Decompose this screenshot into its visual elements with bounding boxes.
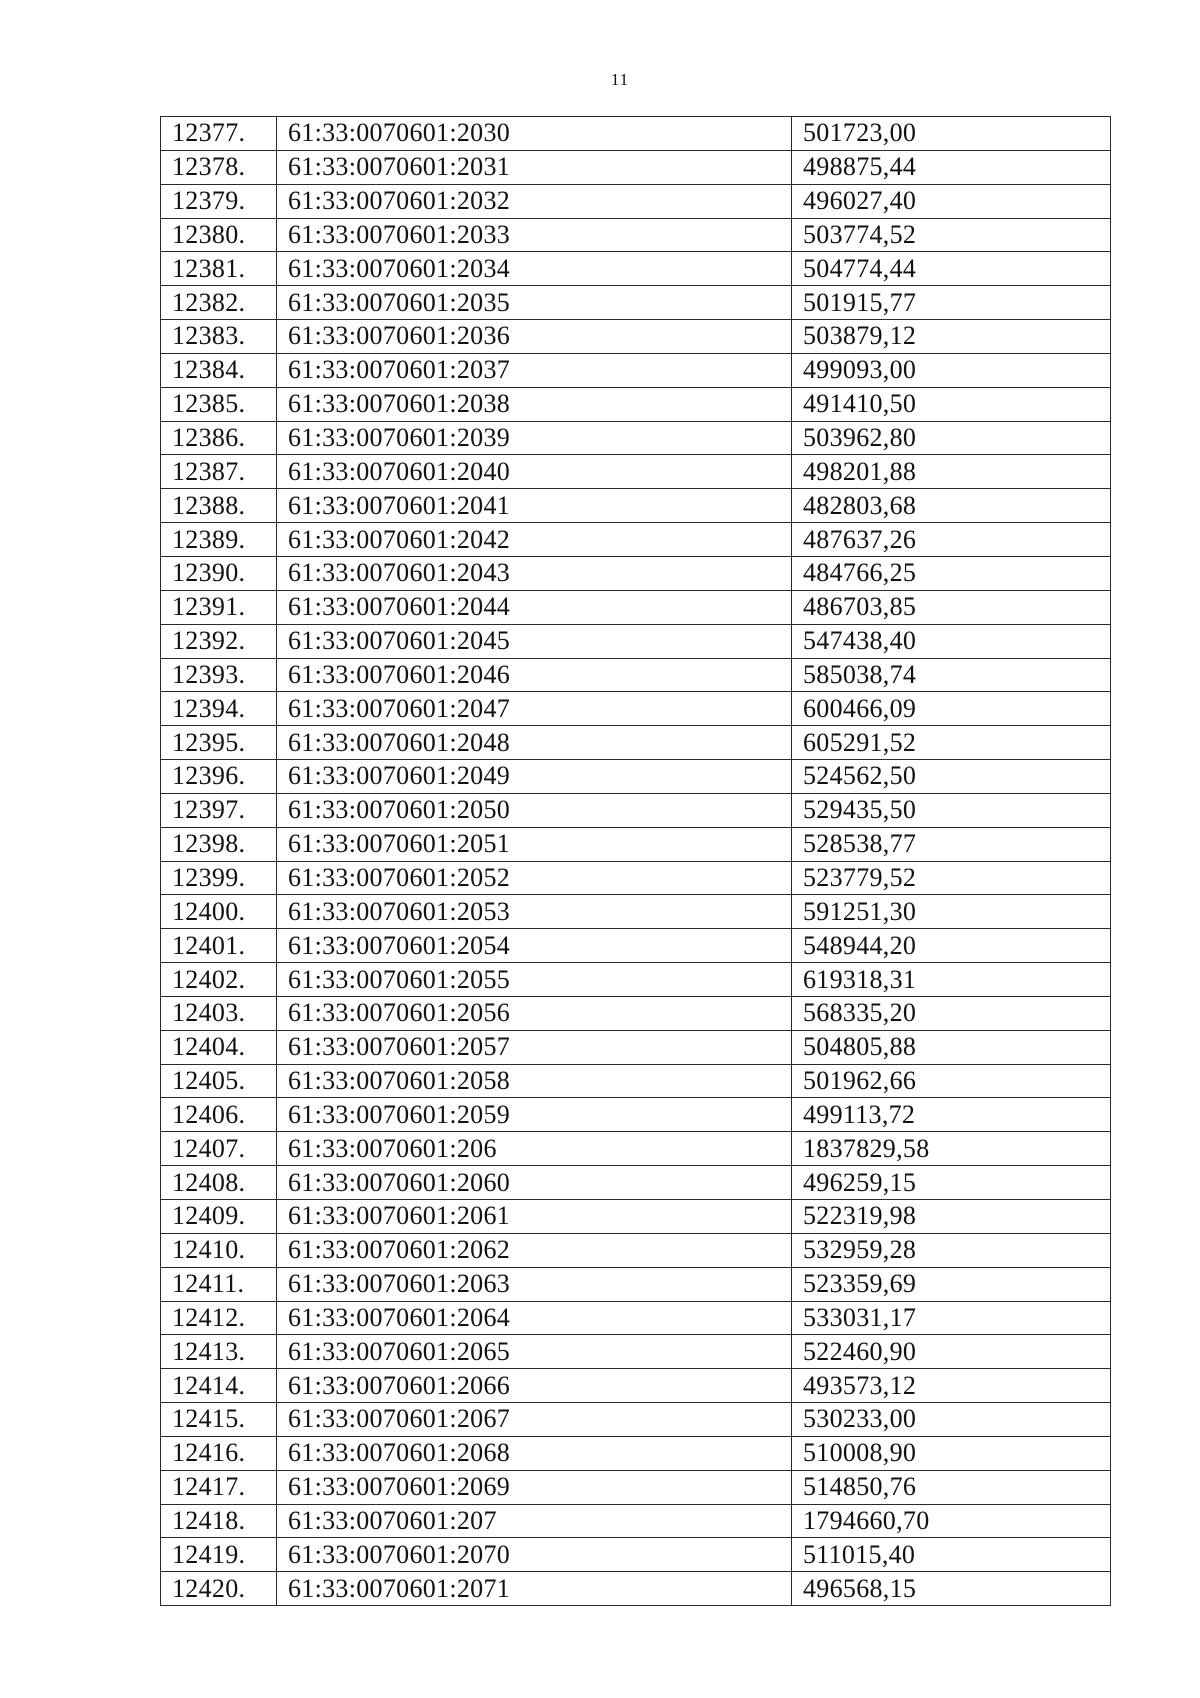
table-row: [161, 963, 1111, 997]
table-row: [161, 1403, 1111, 1437]
row-number-cell: 12381.: [161, 252, 277, 286]
cadastral-value-cell: 1837829,58: [792, 1132, 1111, 1166]
row-number-cell: 12400.: [161, 895, 277, 929]
row-number-cell: 12390.: [161, 556, 277, 590]
row-number-cell: 12414.: [161, 1369, 277, 1403]
cadastral-value-cell: 491410,50: [792, 387, 1111, 421]
table-row: [161, 1064, 1111, 1098]
cadastral-number-cell: 61:33:0070601:206: [277, 1132, 792, 1166]
cadastral-value-cell: 523359,69: [792, 1267, 1111, 1301]
row-number-cell: 12420.: [161, 1572, 277, 1606]
table-row: [161, 760, 1111, 794]
cadastral-number-cell: 61:33:0070601:2046: [277, 658, 792, 692]
table-row: [161, 726, 1111, 760]
row-number-cell: 12391.: [161, 590, 277, 624]
cadastral-number-cell: 61:33:0070601:2066: [277, 1369, 792, 1403]
cadastral-number-cell: 61:33:0070601:2039: [277, 421, 792, 455]
table-row: [161, 1166, 1111, 1200]
cadastral-number-cell: 61:33:0070601:2037: [277, 353, 792, 387]
row-number-cell: 12389.: [161, 523, 277, 557]
table-row: [161, 1132, 1111, 1166]
cadastral-number-cell: 61:33:0070601:2070: [277, 1538, 792, 1572]
cadastral-value-cell: 496259,15: [792, 1166, 1111, 1200]
row-number-cell: 12408.: [161, 1166, 277, 1200]
table-row: [161, 793, 1111, 827]
cadastral-number-cell: 61:33:0070601:2036: [277, 320, 792, 354]
table-row: [161, 556, 1111, 590]
cadastral-number-cell: 61:33:0070601:2047: [277, 692, 792, 726]
cadastral-number-cell: 61:33:0070601:2048: [277, 726, 792, 760]
table-row: [161, 252, 1111, 286]
table-row: [161, 827, 1111, 861]
cadastral-number-cell: 61:33:0070601:2063: [277, 1267, 792, 1301]
table-row: [161, 692, 1111, 726]
cadastral-number-cell: 61:33:0070601:2044: [277, 590, 792, 624]
cadastral-value-cell: 503879,12: [792, 320, 1111, 354]
cadastral-value-cell: 529435,50: [792, 793, 1111, 827]
cadastral-value-cell: 503774,52: [792, 218, 1111, 252]
cadastral-number-cell: 61:33:0070601:2060: [277, 1166, 792, 1200]
table-row: [161, 1369, 1111, 1403]
row-number-cell: 12412.: [161, 1301, 277, 1335]
table-row: [161, 150, 1111, 184]
cadastral-number-cell: 61:33:0070601:2038: [277, 387, 792, 421]
row-number-cell: 12405.: [161, 1064, 277, 1098]
cadastral-number-cell: 61:33:0070601:2062: [277, 1233, 792, 1267]
cadastral-number-cell: 61:33:0070601:2043: [277, 556, 792, 590]
cadastral-value-table: [160, 116, 1111, 1606]
cadastral-number-cell: 61:33:0070601:2033: [277, 218, 792, 252]
cadastral-number-cell: 61:33:0070601:2032: [277, 184, 792, 218]
table-row: [161, 1200, 1111, 1234]
row-number-cell: 12410.: [161, 1233, 277, 1267]
row-number-cell: 12416.: [161, 1436, 277, 1470]
row-number-cell: 12393.: [161, 658, 277, 692]
row-number-cell: 12394.: [161, 692, 277, 726]
cadastral-value-cell: 499093,00: [792, 353, 1111, 387]
row-number-cell: 12378.: [161, 150, 277, 184]
cadastral-number-cell: 61:33:0070601:2061: [277, 1200, 792, 1234]
row-number-cell: 12385.: [161, 387, 277, 421]
cadastral-value-cell: 514850,76: [792, 1470, 1111, 1504]
row-number-cell: 12404.: [161, 1030, 277, 1064]
cadastral-number-cell: 61:33:0070601:2064: [277, 1301, 792, 1335]
table-row: [161, 590, 1111, 624]
table-row: [161, 455, 1111, 489]
table-row: [161, 895, 1111, 929]
page-number: 11: [610, 70, 630, 89]
row-number-cell: 12388.: [161, 489, 277, 523]
cadastral-value-cell: 493573,12: [792, 1369, 1111, 1403]
cadastral-number-cell: 61:33:0070601:2042: [277, 523, 792, 557]
cadastral-number-cell: 61:33:0070601:207: [277, 1504, 792, 1538]
table-row: [161, 1572, 1111, 1606]
table-row: [161, 320, 1111, 354]
cadastral-value-cell: 501723,00: [792, 117, 1111, 151]
cadastral-value-cell: 547438,40: [792, 624, 1111, 658]
cadastral-number-cell: 61:33:0070601:2050: [277, 793, 792, 827]
cadastral-number-cell: 61:33:0070601:2069: [277, 1470, 792, 1504]
cadastral-value-cell: 522460,90: [792, 1335, 1111, 1369]
table-row: [161, 658, 1111, 692]
row-number-cell: 12380.: [161, 218, 277, 252]
cadastral-number-cell: 61:33:0070601:2035: [277, 286, 792, 320]
row-number-cell: 12379.: [161, 184, 277, 218]
row-number-cell: 12383.: [161, 320, 277, 354]
table-row: [161, 117, 1111, 151]
cadastral-value-cell: 499113,72: [792, 1098, 1111, 1132]
table-row: [161, 1538, 1111, 1572]
table-row: [161, 523, 1111, 557]
row-number-cell: 12377.: [161, 117, 277, 151]
cadastral-value-cell: 528538,77: [792, 827, 1111, 861]
cadastral-value-cell: 503962,80: [792, 421, 1111, 455]
table-row: [161, 387, 1111, 421]
table-row: [161, 996, 1111, 1030]
cadastral-value-cell: 1794660,70: [792, 1504, 1111, 1538]
cadastral-number-cell: 61:33:0070601:2054: [277, 929, 792, 963]
table-body: [161, 117, 1111, 1606]
cadastral-value-cell: 591251,30: [792, 895, 1111, 929]
cadastral-number-cell: 61:33:0070601:2034: [277, 252, 792, 286]
table-row: [161, 1098, 1111, 1132]
cadastral-value-cell: 510008,90: [792, 1436, 1111, 1470]
row-number-cell: 12419.: [161, 1538, 277, 1572]
table-row: [161, 1335, 1111, 1369]
cadastral-number-cell: 61:33:0070601:2040: [277, 455, 792, 489]
cadastral-number-cell: 61:33:0070601:2056: [277, 996, 792, 1030]
row-number-cell: 12387.: [161, 455, 277, 489]
table-row: [161, 286, 1111, 320]
cadastral-number-cell: 61:33:0070601:2041: [277, 489, 792, 523]
table-row: [161, 624, 1111, 658]
cadastral-value-cell: 600466,09: [792, 692, 1111, 726]
row-number-cell: 12392.: [161, 624, 277, 658]
cadastral-value-cell: 498875,44: [792, 150, 1111, 184]
table-row: [161, 489, 1111, 523]
cadastral-value-cell: 524562,50: [792, 760, 1111, 794]
cadastral-value-cell: 585038,74: [792, 658, 1111, 692]
cadastral-number-cell: 61:33:0070601:2055: [277, 963, 792, 997]
row-number-cell: 12402.: [161, 963, 277, 997]
table-row: [161, 421, 1111, 455]
cadastral-value-cell: 501962,66: [792, 1064, 1111, 1098]
row-number-cell: 12411.: [161, 1267, 277, 1301]
cadastral-number-cell: 61:33:0070601:2071: [277, 1572, 792, 1606]
row-number-cell: 12417.: [161, 1470, 277, 1504]
row-number-cell: 12418.: [161, 1504, 277, 1538]
table-row: [161, 1267, 1111, 1301]
row-number-cell: 12401.: [161, 929, 277, 963]
cadastral-value-cell: 484766,25: [792, 556, 1111, 590]
cadastral-number-cell: 61:33:0070601:2065: [277, 1335, 792, 1369]
cadastral-number-cell: 61:33:0070601:2051: [277, 827, 792, 861]
cadastral-value-cell: 482803,68: [792, 489, 1111, 523]
row-number-cell: 12406.: [161, 1098, 277, 1132]
table-row: [161, 1470, 1111, 1504]
cadastral-value-cell: 511015,40: [792, 1538, 1111, 1572]
cadastral-value-cell: 530233,00: [792, 1403, 1111, 1437]
row-number-cell: 12395.: [161, 726, 277, 760]
table-row: [161, 929, 1111, 963]
cadastral-value-cell: 496568,15: [792, 1572, 1111, 1606]
cadastral-value-cell: 501915,77: [792, 286, 1111, 320]
table-row: [161, 1301, 1111, 1335]
cadastral-value-cell: 619318,31: [792, 963, 1111, 997]
cadastral-number-cell: 61:33:0070601:2049: [277, 760, 792, 794]
cadastral-value-cell: 498201,88: [792, 455, 1111, 489]
cadastral-value-cell: 605291,52: [792, 726, 1111, 760]
cadastral-number-cell: 61:33:0070601:2059: [277, 1098, 792, 1132]
row-number-cell: 12398.: [161, 827, 277, 861]
cadastral-value-cell: 486703,85: [792, 590, 1111, 624]
cadastral-number-cell: 61:33:0070601:2057: [277, 1030, 792, 1064]
row-number-cell: 12397.: [161, 793, 277, 827]
cadastral-number-cell: 61:33:0070601:2067: [277, 1403, 792, 1437]
cadastral-value-cell: 487637,26: [792, 523, 1111, 557]
cadastral-number-cell: 61:33:0070601:2058: [277, 1064, 792, 1098]
cadastral-value-cell: 523779,52: [792, 861, 1111, 895]
row-number-cell: 12413.: [161, 1335, 277, 1369]
row-number-cell: 12399.: [161, 861, 277, 895]
cadastral-value-cell: 533031,17: [792, 1301, 1111, 1335]
table-row: [161, 1233, 1111, 1267]
cadastral-value-cell: 496027,40: [792, 184, 1111, 218]
row-number-cell: 12386.: [161, 421, 277, 455]
row-number-cell: 12384.: [161, 353, 277, 387]
table-row: [161, 1030, 1111, 1064]
table-row: [161, 861, 1111, 895]
cadastral-value-cell: 568335,20: [792, 996, 1111, 1030]
cadastral-value-cell: 504774,44: [792, 252, 1111, 286]
cadastral-value-cell: 548944,20: [792, 929, 1111, 963]
row-number-cell: 12396.: [161, 760, 277, 794]
table-row: [161, 184, 1111, 218]
cadastral-number-cell: 61:33:0070601:2068: [277, 1436, 792, 1470]
row-number-cell: 12415.: [161, 1403, 277, 1437]
table-row: [161, 1436, 1111, 1470]
cadastral-number-cell: 61:33:0070601:2052: [277, 861, 792, 895]
cadastral-value-cell: 504805,88: [792, 1030, 1111, 1064]
table-row: [161, 218, 1111, 252]
row-number-cell: 12382.: [161, 286, 277, 320]
cadastral-value-cell: 532959,28: [792, 1233, 1111, 1267]
row-number-cell: 12407.: [161, 1132, 277, 1166]
cadastral-number-cell: 61:33:0070601:2031: [277, 150, 792, 184]
cadastral-value-cell: 522319,98: [792, 1200, 1111, 1234]
cadastral-number-cell: 61:33:0070601:2030: [277, 117, 792, 151]
row-number-cell: 12409.: [161, 1200, 277, 1234]
cadastral-number-cell: 61:33:0070601:2053: [277, 895, 792, 929]
row-number-cell: 12403.: [161, 996, 277, 1030]
cadastral-number-cell: 61:33:0070601:2045: [277, 624, 792, 658]
table-row: [161, 353, 1111, 387]
table-row: [161, 1504, 1111, 1538]
